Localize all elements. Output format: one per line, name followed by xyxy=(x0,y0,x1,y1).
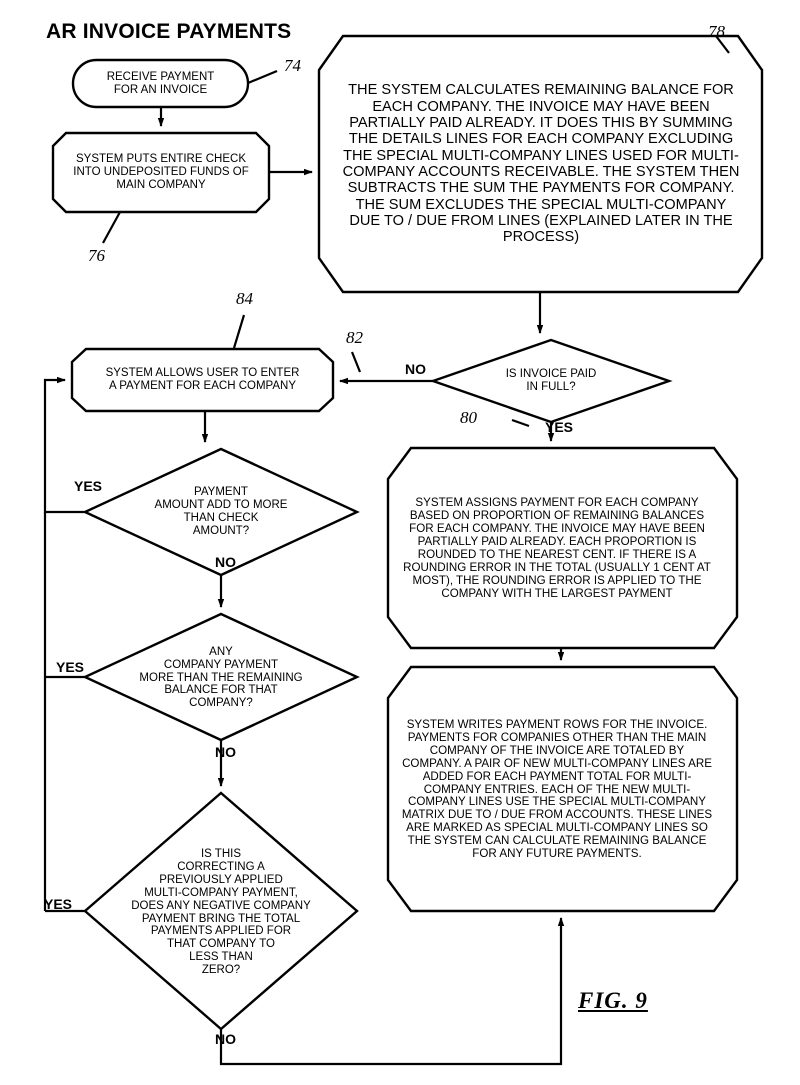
edge-label-yes-correcting: YES xyxy=(44,896,73,912)
ref-74: 74 xyxy=(284,56,301,75)
text-is-this-correcting: IS THIS CORRECTING A PREVIOUSLY APPLIED MULTI-COMPANY PAYMENT, DOES ANY NEGATIVE COMPANY PAYMENT BRING THE TOTAL PAYMENTS APPLIED FOR THAT COMPANY TO LESS THAN ZERO? xyxy=(131,848,311,976)
node-system-puts-check xyxy=(53,133,269,212)
node-receive-payment xyxy=(73,60,248,107)
text-receive-payment: RECEIVE PAYMENT FOR AN INVOICE xyxy=(106,70,215,96)
ref-76: 76 xyxy=(88,246,105,265)
ref-80: 80 xyxy=(460,408,477,427)
node-assign-payment xyxy=(388,448,737,648)
node-calculate-balance xyxy=(319,36,762,292)
node-any-company-payment xyxy=(85,614,357,740)
edge-label-yes-invoice-paid: YES xyxy=(545,419,574,435)
ref-84: 84 xyxy=(236,289,253,308)
leader-80 xyxy=(512,420,529,426)
leader-74 xyxy=(248,71,277,83)
ref-78: 78 xyxy=(708,22,725,41)
edge-label-yes-payment-amount: YES xyxy=(74,478,103,494)
leader-76 xyxy=(103,212,120,243)
node-is-this-correcting xyxy=(85,793,357,1029)
leader-84 xyxy=(234,315,244,348)
node-allow-user-enter xyxy=(72,349,333,411)
node-write-payment-rows xyxy=(388,667,737,911)
edge-label-yes-any-company: YES xyxy=(56,659,85,675)
text-invoice-paid-full: IS INVOICE PAID IN FULL? xyxy=(505,368,597,393)
text-calculate-balance: THE SYSTEM CALCULATES REMAINING BALANCE FOR EACH COMPANY. THE INVOICE MAY HAVE BEEN PARTIALLY PAID ALREADY. IT DOES THIS BY SUMMING THE DETAILS LINES FOR EACH COMPANY EXCLUDING THE SPECIAL MULTI-COMPANY LINES USED FOR MULTI-COMPANY ACCOUNTS RECEIVABLE. THE SYSTEM THEN SUBTRACTS THE SUM THE PAYMENTS FOR COMPANY. THE SUM EXCLUDES THE SPECIAL MULTI-COMPANY DUE TO / DUE FROM LINES (EXPLAINED LATER IN THE PROCESS) xyxy=(342,82,740,246)
edge-label-no-payment-amount: NO xyxy=(215,554,236,570)
text-write-payment-rows: SYSTEM WRITES PAYMENT ROWS FOR THE INVOICE. PAYMENTS FOR COMPANIES OTHER THAN THE MAIN COMPANY OF THE INVOICE ARE TOTALED BY COMPANY. A PAIR OF NEW MULTI-COMPANY LINES ARE ADDED FOR EACH PAYMENT TOTAL FOR MULTI-COMPANY ENTRIES. EACH OF THE NEW MULTI-COMPANY LINES USE THE SPECIAL MULTI-COMPANY MATRIX DUE TO / DUE FROM ACCOUNTS. THESE LINES ARE MARKED AS SPECIAL MULTI-COMPANY LINES SO THE SYSTEM CAN CALCULATE REMAINING BALANCE FOR ANY FUTURE PAYMENTS. xyxy=(401,717,713,861)
leader-82 xyxy=(352,352,360,372)
edge-label-no-correcting: NO xyxy=(215,1031,236,1047)
text-system-puts-check: SYSTEM PUTS ENTIRE CHECK INTO UNDEPOSITED FUNDS OF MAIN COMPANY xyxy=(73,153,249,191)
edge-label-no-invoice-paid: NO xyxy=(405,361,426,377)
text-payment-amount-more: PAYMENT AMOUNT ADD TO MORE THAN CHECK AMOUNT? xyxy=(154,486,288,537)
text-assign-payment: SYSTEM ASSIGNS PAYMENT FOR EACH COMPANY BASED ON PROPORTION OF REMAINING BALANCES FOR EACH COMPANY. THE INVOICE MAY HAVE BEEN PARTIALLY PAID ALREADY. EACH PROPORTION IS ROUNDED TO THE NEAREST CENT. IF THERE IS A ROUNDING ERROR IN THE TOTAL (USUALLY 1 CENT AT MOST), THE ROUNDING ERROR IS APPLIED TO THE COMPANY WITH THE LARGEST PAYMENT xyxy=(403,496,711,600)
text-allow-user-enter: SYSTEM ALLOWS USER TO ENTER A PAYMENT FOR EACH COMPANY xyxy=(105,367,300,392)
ref-82: 82 xyxy=(346,328,363,347)
edge-label-no-any-company: NO xyxy=(215,744,236,760)
figure-label: FIG. 9 xyxy=(578,988,648,1013)
page-title: AR INVOICE PAYMENTS xyxy=(46,20,292,43)
text-any-company-payment: ANY COMPANY PAYMENT MORE THAN THE REMAINING BALANCE FOR THAT COMPANY? xyxy=(139,645,303,710)
